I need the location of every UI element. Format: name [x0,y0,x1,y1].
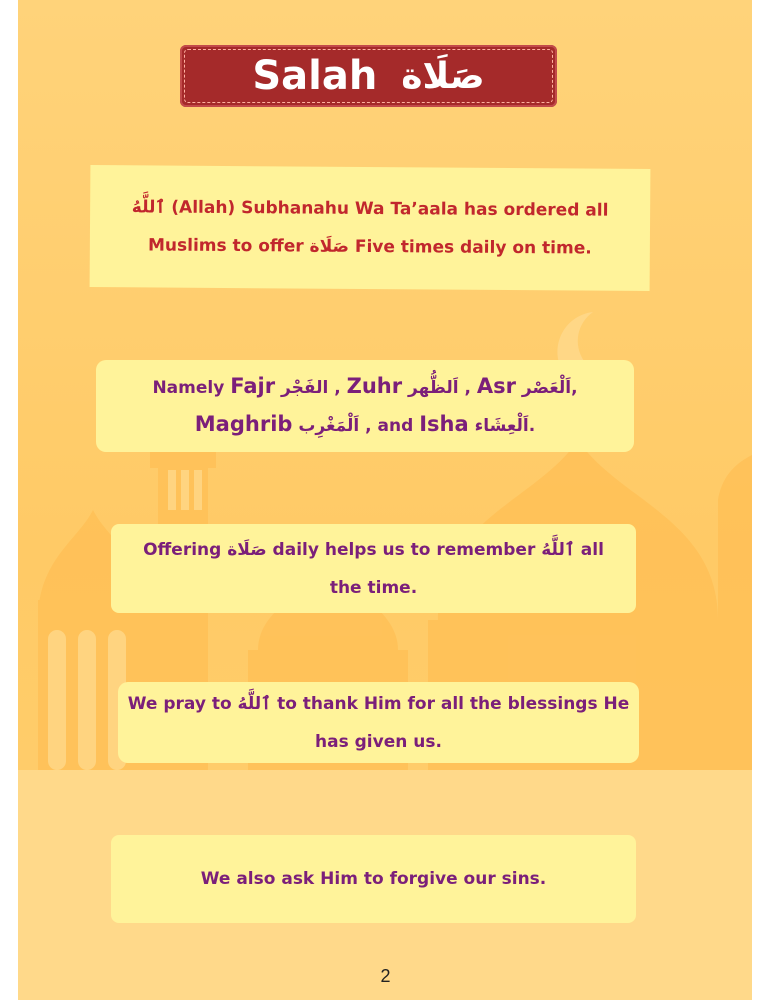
fajr-arabic: الفَجْر [281,378,329,398]
box4-b: to thank Him for all the blessings He [277,693,630,714]
isha-arabic: اَلْعِشَاء [474,416,529,436]
salah-arabic: صَلَاة [227,539,267,560]
separator-2: , [464,378,471,398]
end-period: . [528,416,536,436]
salah-arabic: صَلَاة [309,236,350,257]
box3-b: daily helps us to remember [272,539,536,560]
separator-4: , [365,416,372,436]
text-box-prayer-names [96,360,634,452]
text-box-forgive-sins [111,835,636,923]
separator-3: , [571,378,578,398]
title-english: Salah [252,53,378,99]
box3-a: Offering [143,539,222,560]
box1-line1-text: (Allah) Subhanahu Wa Ta’aala has ordered all [171,197,609,221]
maghrib-arabic: اَلْمَغْرِب [298,416,360,436]
asr-label: Asr [476,374,516,398]
allah-arabic: ٱللَّهُ [237,693,272,714]
maghrib-label: Maghrib [194,412,293,436]
box5-text: We also ask Him to forgive our sins. [200,869,547,889]
box4-a: We pray to [127,693,232,714]
and-label: and [377,416,414,436]
isha-label: Isha [419,412,469,436]
box3-line2: the time. [329,577,418,598]
allah-arabic: ٱللَّهُ [131,197,166,218]
page-number: 2 [380,966,391,986]
box4-line2: has given us. [315,731,442,752]
zuhr-label: Zuhr [346,374,403,398]
text-box-offering-salah [111,524,636,613]
separator-1: , [334,378,341,398]
title-arabic: صَلَاة [401,55,485,97]
fajr-label: Fajr [230,374,276,398]
page-title [180,45,557,107]
namely-label: Namely [152,378,225,398]
asr-arabic: اَلْعَصْر [521,378,572,398]
box3-c: all [580,539,604,560]
text-box-pray-thank [118,682,639,763]
text-box-allah-ordered [90,165,651,291]
zuhr-arabic: اَلظُّهر [408,378,459,398]
box1-line2-a: Muslims to offer [147,235,304,257]
allah-arabic: ٱللَّهُ [541,539,575,560]
box1-line2-b: Five times daily on time. [354,236,592,259]
